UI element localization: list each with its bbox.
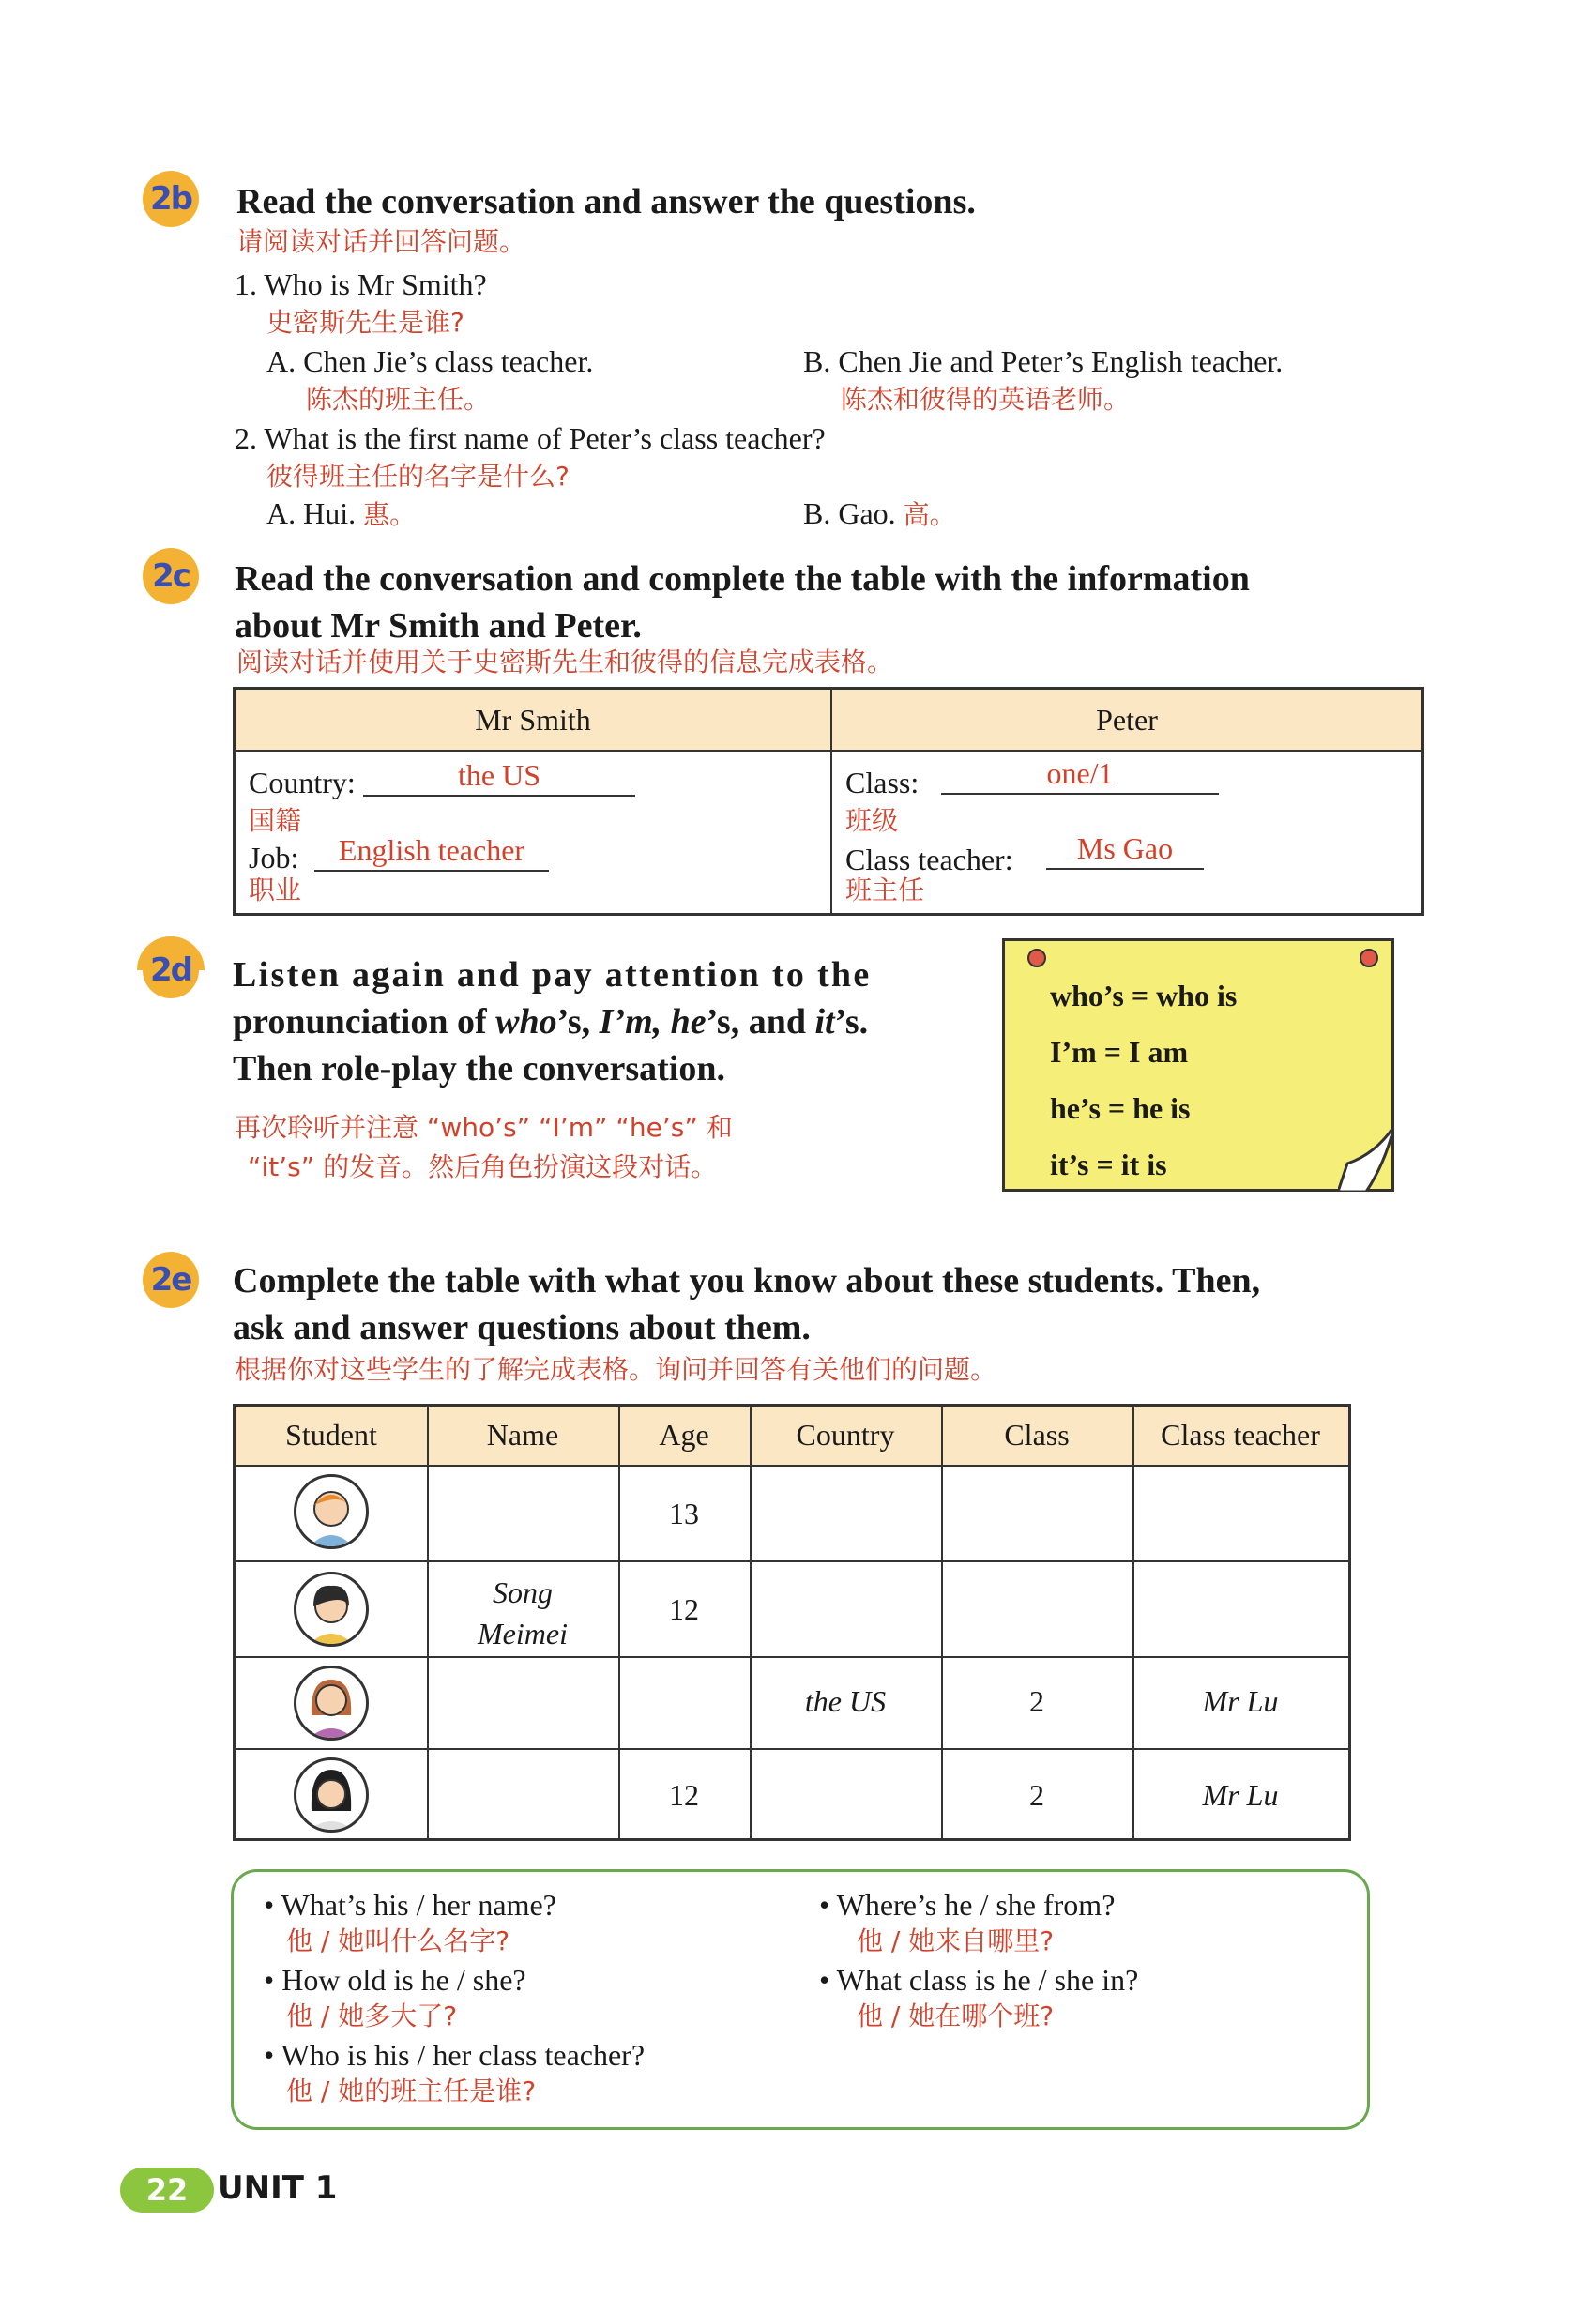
- row3-class[interactable]: 2: [1029, 1684, 1044, 1718]
- row4-age[interactable]: 12: [669, 1778, 699, 1812]
- option-2b-cn: 高。: [903, 499, 956, 530]
- note-line-4: it’s = it is: [1050, 1148, 1167, 1181]
- prompt-age: • How old is he / she?: [264, 1963, 526, 1997]
- info-table-2c: [233, 687, 1424, 916]
- option-1a-cn: 陈杰的班主任。: [306, 384, 491, 415]
- option-2a-text: A. Hui.: [266, 496, 357, 530]
- row1-age[interactable]: 13: [669, 1497, 699, 1530]
- option-2b-text: B. Gao.: [803, 496, 896, 530]
- word-who: who: [495, 1002, 557, 1042]
- question-2-cn: 彼得班主任的名字是什么?: [266, 461, 570, 492]
- suffix-s-3: ’s.: [834, 1002, 869, 1042]
- section-2c-title-cn: 阅读对话并使用关于史密斯先生和彼得的信息完成表格。: [236, 647, 894, 677]
- word-and: and: [748, 1002, 806, 1042]
- country-label-cn: 国籍: [249, 805, 302, 836]
- section-2d-line3: Then role-play the conversation.: [233, 1049, 725, 1088]
- col-divider: [427, 1407, 429, 1838]
- prompt-from-cn: 他 / 她来自哪里?: [857, 1925, 1055, 1956]
- prompt-name-cn: 他 / 她叫什么名字?: [286, 1925, 510, 1956]
- section-2b-title: Read the conversation and answer the questions.: [236, 182, 976, 221]
- option-1b-cn: 陈杰和彼得的英语老师。: [841, 384, 1131, 415]
- header-class-teacher: Class teacher: [1161, 1418, 1320, 1452]
- header-student: Student: [285, 1418, 377, 1452]
- job-label-cn: 职业: [249, 875, 302, 905]
- class-answer[interactable]: one/1: [941, 753, 1219, 795]
- prompt-teacher: • Who is his / her class teacher?: [264, 2038, 646, 2072]
- row-divider: [236, 1656, 1348, 1658]
- job-answer[interactable]: English teacher: [314, 830, 549, 872]
- col-divider: [750, 1407, 752, 1838]
- job-label: Job:: [249, 841, 299, 875]
- row-divider: [236, 1560, 1348, 1562]
- row2-age[interactable]: 12: [669, 1592, 699, 1626]
- country-label: Country:: [249, 766, 356, 799]
- class-label-cn: 班级: [845, 805, 899, 836]
- prompt-class: • What class is he / she in?: [819, 1963, 1139, 1997]
- suffix-s-1: ’s,: [556, 1002, 591, 1042]
- contraction-note: [1002, 938, 1394, 1192]
- pin-icon: [1027, 949, 1046, 967]
- section-badge-2d: 2d: [150, 951, 191, 989]
- row2-name[interactable]: Song Meimei: [478, 1575, 568, 1650]
- header-peter: Peter: [832, 690, 1421, 752]
- header-age: Age: [659, 1418, 709, 1452]
- section-2d-line1: Listen again and pay attention to the: [233, 955, 872, 995]
- note-line-1: who’s = who is: [1050, 979, 1238, 1012]
- word-it: it: [814, 1002, 835, 1042]
- class-teacher-label: Class teacher:: [845, 843, 1013, 876]
- row4-class[interactable]: 2: [1029, 1778, 1044, 1812]
- option-2a: [266, 494, 416, 534]
- row-divider: [236, 1748, 1348, 1750]
- section-2e-title-line2: ask and answer questions about them.: [233, 1308, 811, 1347]
- prompt-from: • Where’s he / she from?: [819, 1888, 1116, 1922]
- section-2d-cn2: “it’s” 的发音。然后角色扮演这段对话。: [248, 1151, 718, 1182]
- col-divider: [941, 1407, 943, 1838]
- prompt-name: • What’s his / her name?: [264, 1888, 556, 1922]
- row4-teacher[interactable]: Mr Lu: [1202, 1778, 1279, 1812]
- option-2a-cn: 惠。: [363, 499, 417, 530]
- header-country: Country: [796, 1418, 895, 1452]
- country-answer[interactable]: the US: [363, 755, 635, 797]
- section-2b-title-cn: 请阅读对话并回答问题。: [236, 226, 526, 257]
- student-avatar-girl-black-hair: [294, 1757, 369, 1833]
- option-1a: A. Chen Jie’s class teacher.: [266, 344, 594, 378]
- page-curl-icon: [1338, 1126, 1394, 1192]
- row3-teacher[interactable]: Mr Lu: [1202, 1684, 1279, 1718]
- class-teacher-answer[interactable]: Ms Gao: [1046, 829, 1204, 870]
- student-avatar-song-meimei: [294, 1572, 369, 1647]
- question-2: 2. What is the first name of Peter’s class teacher?: [235, 421, 826, 455]
- unit-label: UNIT 1: [218, 2169, 338, 2207]
- note-line-3: he’s = he is: [1050, 1091, 1191, 1125]
- question-1-cn: 史密斯先生是谁?: [266, 307, 464, 338]
- option-1b: B. Chen Jie and Peter’s English teacher.: [803, 344, 1284, 378]
- word-he: he: [670, 1002, 707, 1042]
- class-teacher-label-cn: 班主任: [845, 875, 925, 905]
- section-2e-title-cn: 根据你对这些学生的了解完成表格。询问并回答有关他们的问题。: [235, 1354, 997, 1385]
- suffix-s-2: ’s: [706, 1002, 731, 1042]
- section-2c-title-line1: Read the conversation and complete the table with the information: [235, 559, 1250, 599]
- pin-icon: [1360, 949, 1378, 967]
- section-2d-line2: pronunciation of who’s, I’m, he’s, and it’s.: [233, 1002, 869, 1042]
- section-badge-2c: 2c: [143, 548, 199, 604]
- section-2d-cn1: 再次聆听并注意 “who’s” “I’m” “he’s” 和: [235, 1112, 733, 1143]
- line2-start: pronunciation of: [233, 1002, 487, 1042]
- section-2e-title-line1: Complete the table with what you know about these students. Then,: [233, 1261, 1261, 1301]
- question-1: 1. Who is Mr Smith?: [235, 267, 487, 301]
- section-badge-2b: 2b: [143, 171, 199, 227]
- page-number: 22: [120, 2168, 214, 2213]
- class-label: Class:: [845, 766, 920, 799]
- header-class: Class: [1004, 1418, 1070, 1452]
- header-name: Name: [486, 1418, 559, 1452]
- note-line-2: I’m = I am: [1050, 1035, 1189, 1069]
- header-mr-smith: Mr Smith: [236, 690, 830, 752]
- prompt-age-cn: 他 / 她多大了?: [286, 2000, 458, 2031]
- word-im: I’m,: [599, 1002, 662, 1042]
- students-table: [233, 1404, 1351, 1841]
- prompt-class-cn: 他 / 她在哪个班?: [857, 2000, 1055, 2031]
- section-badge-2e: 2e: [143, 1252, 199, 1308]
- option-2b: [803, 494, 956, 534]
- col-divider: [1132, 1407, 1134, 1838]
- row3-country[interactable]: the US: [804, 1684, 887, 1718]
- column-divider: [830, 690, 832, 913]
- student-avatar-boy: [294, 1474, 369, 1549]
- prompt-teacher-cn: 他 / 她的班主任是谁?: [286, 2076, 537, 2107]
- section-2c-title-line2: about Mr Smith and Peter.: [235, 606, 642, 646]
- student-avatar-girl-us: [294, 1666, 369, 1741]
- question-prompts-box: [231, 1869, 1370, 2130]
